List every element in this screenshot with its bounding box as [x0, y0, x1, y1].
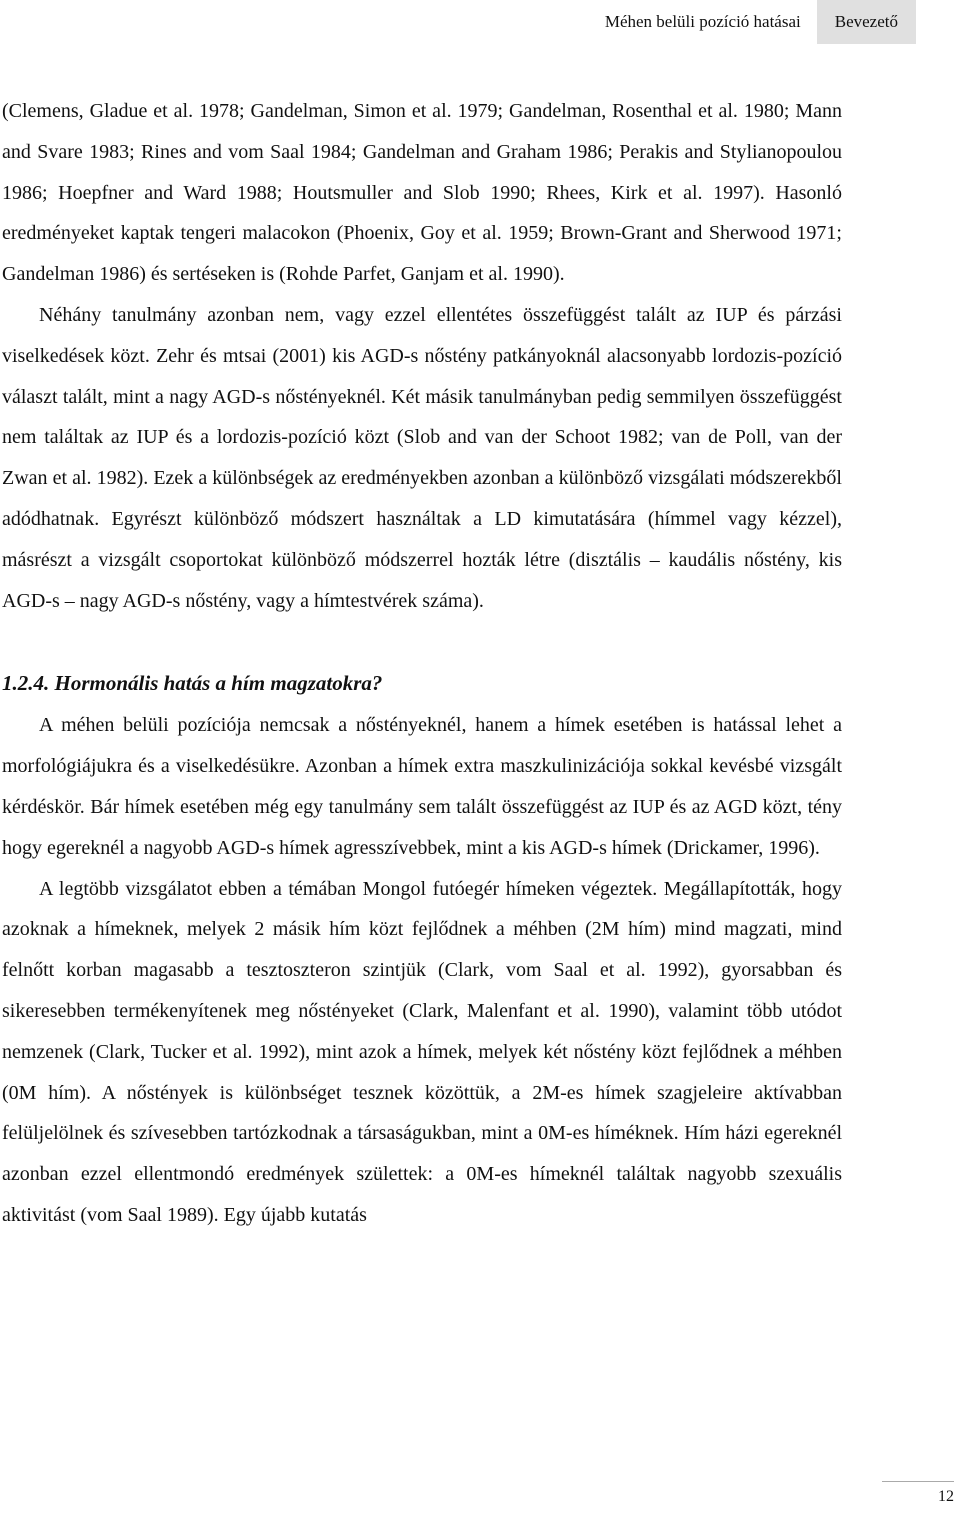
section-heading: 1.2.4. Hormonális hatás a hím magzatokra? [2, 671, 383, 696]
paragraph-4: A legtöbb vizsgálatot ebben a témában Mongol futóegér hímeken végeztek. Megállapították, hogy azoknak a hímeknek, melyek 2 másik hím közt fejlődnek a méhben (2M hím) mind magzati, mind felnőtt korban magasabb a tesztoszteron szintjük (Clark, vom Saal et al. 1992), gyorsabban és sikeresebben termékenyítenek meg nőstényeket (Clark, Malenfant et al. 1990), valamint több utódot nemzenek (Clark, Tucker et al. 1992), mint azok a hímek, melyek két nőstény közt fejlődnek a méhben (0M hím). A nőstények is különbséget tesznek közöttük, a 2M-es hímek szagjeleire aktívabban felüljelölnek és szívesebben tartózkodnak a társaságukban, mint a 0M-es híméknek. Hím házi egereknél azonban ezzel ellentmondó eredmények születtek: a 0M-es hímeknél találtak nagyobb szexuális aktivitást (vom Saal 1989). Egy újabb kutatás [2, 877, 842, 1226]
document-body [2, 91, 842, 1236]
paragraph-3: A méhen belüli pozíciója nemcsak a nőstényeknél, hanem a hímek esetében is hatással lehet a morfológiájukra és a viselkedésükre. Azonban a hímek extra maszkulinizációja sokkal kevésbé vizsgált kérdéskör. Bár hímek esetében még egy tanulmány sem talált összefüggést az IUP és az AGD közt, tény hogy egereknél a nagyobb AGD-s hímek agresszívebbek, mint a kis AGD-s hímek (Drickamer, 1996). [2, 714, 842, 859]
header-title: Méhen belüli pozíció hatásai [604, 12, 801, 31]
paragraph-1: (Clemens, Gladue et al. 1978; Gandelman, Simon et al. 1979; Gandelman, Rosenthal et al. 1980; Mann and Svare 1983; Rines and vom Saal 1984; Gandelman and Graham 1986; Perakis and Stylianopoulou 1986; Hoepfner and Ward 1988; Houtsmuller and Slob 1990; Rhees, Kirk et al. 1997). Hasonló eredményeket kaptak tengeri malacokon (Phoenix, Goy et al. 1959; Brown-Grant and Sherwood 1971; Gandelman 1986) és sertéseken is (Rohde Parfet, Ganjam et al. 1990). [2, 100, 842, 286]
header-section-tab: Bevezető [817, 0, 916, 44]
paragraph-2: Néhány tanulmány azonban nem, vagy ezzel ellentétes összefüggést talált az IUP és párzási viselkedések közt. Zehr és mtsai (2001) kis AGD-s nőstény patkányoknál alacsonyabb lordozis-pozíció választ talált, mint a nagy AGD-s nőstényeknél. Két másik tanulmányban pedig semmilyen összefüggést nem találtak az IUP és a lordozis-pozíció közt (Slob and van der Schoot 1982; van de Poll, van der Zwan et al. 1982). Ezek a különbségek az eredményekben azonban a különböző vizsgálati módszerekből adódhatnak. Egyrészt különböző módszert használtak a LD kimutatására (hímmel vagy kézzel), másrészt a vizsgált csoportokat különböző módszerrel hozták létre (disztális – kaudális nőstény, kis AGD-s – nagy AGD-s nőstény, vagy a hímtestvérek száma). [2, 303, 842, 612]
page-number: 12 [882, 1481, 954, 1506]
running-header [589, 0, 916, 44]
